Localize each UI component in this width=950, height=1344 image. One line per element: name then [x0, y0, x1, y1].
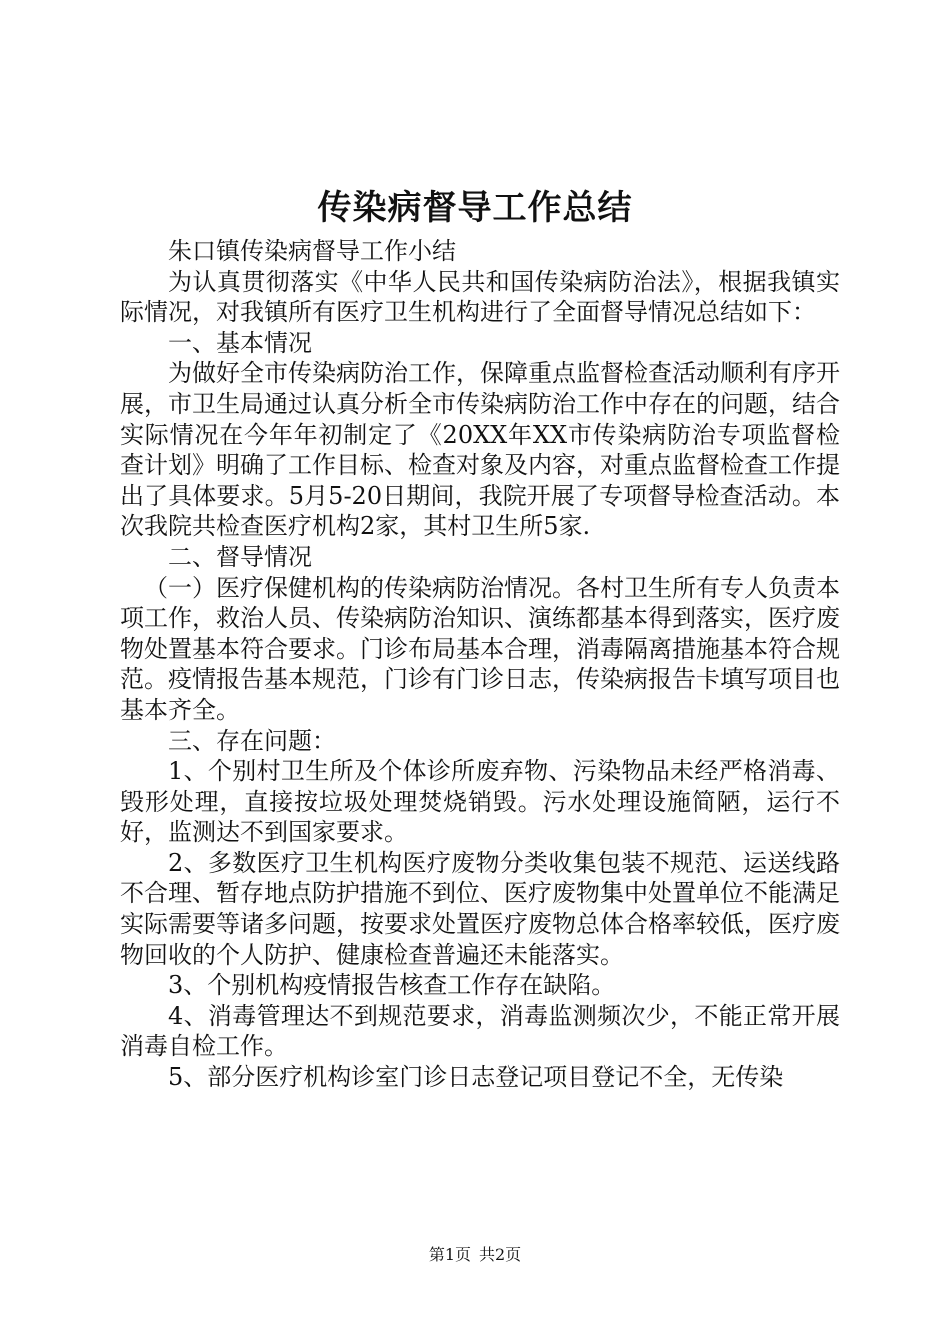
paragraph-problem-3: 3、个别机构疫情报告核查工作存在缺陷。 [168, 971, 616, 1000]
paragraph-supervision-situation: （一）医疗保健机构的传染病防治情况。各村卫生所有专人负责本项工作，救治人员、传染病防治知识、演练都基本得到落实，医疗废物处置基本符合要求。门诊布局基本合理，消毒隔离措施基本符合规范。疫情报告基本规范，门诊有门诊日志，传染病报告卡填写项目也基本齐全。 [120, 573, 840, 724]
page-footer [0, 1243, 950, 1267]
paragraph-problem-2: 2、多数医疗卫生机构医疗废物分类收集包装不规范、运送线路不合理、暂存地点防护措施不到位、医疗废物集中处置单位不能满足实际需要等诸多问题，按要求处置医疗废物总体合格率较低，医疗废物回收的个人防护、健康检查普遍还未能落实。 [120, 848, 840, 969]
paragraph-intro: 为认真贯彻落实《中华人民共和国传染病防治法》，根据我镇实际情况，对我镇所有医疗卫生机构进行了全面督导情况总结如下： [120, 267, 840, 327]
heading-supervision-situation: 二、督导情况 [168, 542, 312, 571]
page-number: 第1页 [428, 1245, 471, 1264]
paragraph-problem-1: 1、个别村卫生所及个体诊所废弃物、污染物品未经严格消毒、毁形处理，直接按垃圾处理焚烧销毁。污水处理设施简陋，运行不好，监测达不到国家要求。 [120, 757, 840, 847]
document-body [120, 236, 840, 1093]
heading-existing-problems: 三、存在问题： [168, 726, 336, 755]
paragraph-problem-5: 5、部分医疗机构诊室门诊日志登记项目登记不全，无传染 [168, 1063, 784, 1092]
page-total: 共2页 [479, 1245, 522, 1264]
document-title: 传染病督导工作总结 [317, 188, 633, 228]
paragraph-subtitle: 朱口镇传染病督导工作小结 [168, 237, 456, 265]
paragraph-basic-situation: 为做好全市传染病防治工作，保障重点监督检查活动顺利有序开展，市卫生局通过认真分析全市传染病防治工作中存在的问题，结合实际情况在今年年初制定了《20XX年XX市传染病防治专项监督检查计划》明确了工作目标、检查对象及内容，对重点监督检查工作提出了具体要求。5月5-20日期间，我院开展了专项督导检查活动。本次我院共检查医疗机构2家，其村卫生所5家. [120, 359, 840, 541]
heading-basic-situation: 一、基本情况 [168, 328, 312, 357]
paragraph-problem-4: 4、消毒管理达不到规范要求，消毒监测频次少，不能正常开展消毒自检工作。 [120, 1001, 840, 1061]
